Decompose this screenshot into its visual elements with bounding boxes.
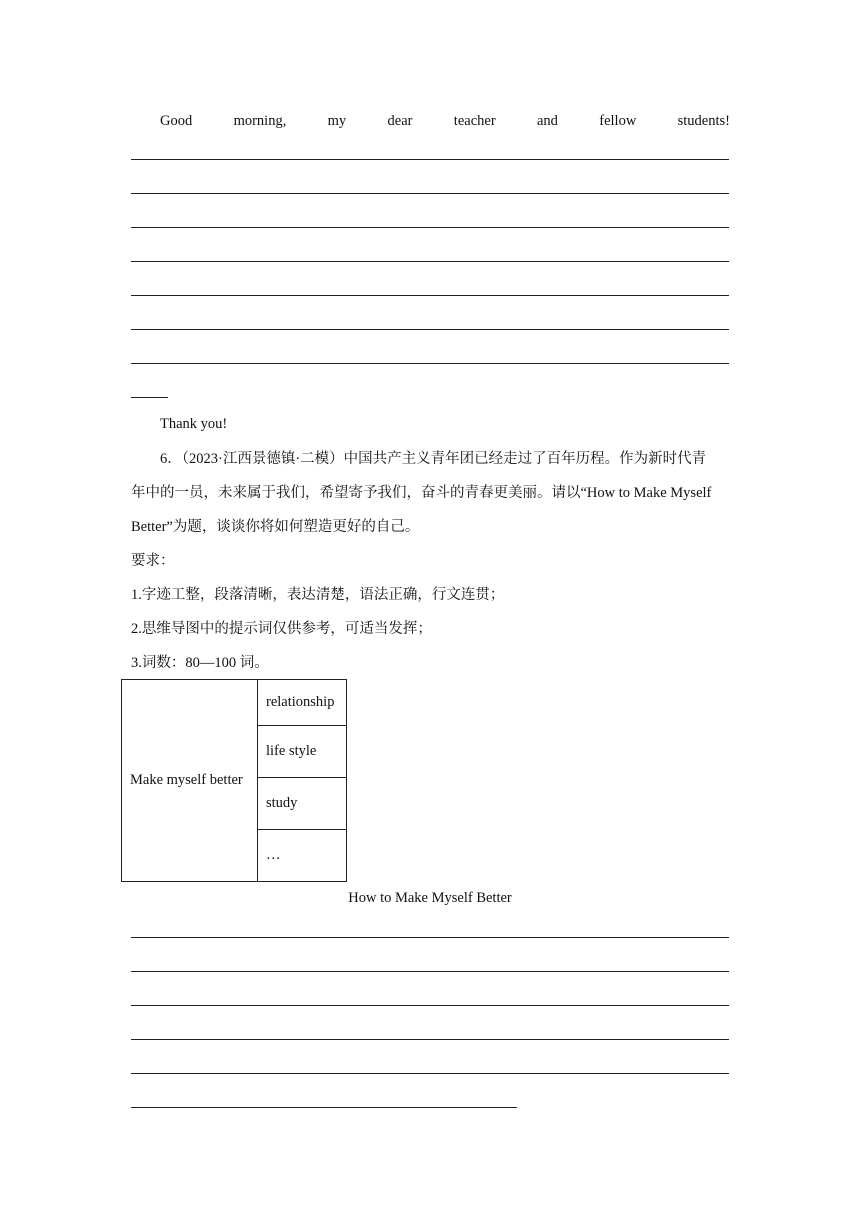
greeting-word: Good	[160, 113, 193, 129]
greeting-line	[160, 113, 730, 130]
mind-map-table	[121, 679, 347, 882]
greeting-word: my	[327, 113, 347, 129]
question-line: Better”为题，谈谈你将如何塑造更好的自己。	[131, 519, 420, 535]
writing-line[interactable]	[131, 261, 729, 262]
writing-line[interactable]	[131, 295, 729, 296]
greeting-word: morning,	[233, 113, 287, 129]
greeting-word: and	[536, 113, 558, 129]
writing-line[interactable]	[131, 363, 729, 364]
mind-map-branch: study	[258, 778, 347, 830]
greeting-word: students!	[677, 113, 730, 129]
mind-map-center: Make myself better	[122, 680, 258, 882]
greeting-word: teacher	[453, 113, 496, 129]
requirement-item: 2.思维导图中的提示词仅供参考，可适当发挥；	[131, 621, 432, 637]
writing-line[interactable]	[131, 937, 729, 938]
greeting-word: fellow	[599, 113, 637, 129]
mind-map-branch: …	[258, 830, 347, 882]
writing-line[interactable]	[131, 193, 729, 194]
writing-line[interactable]	[131, 1005, 729, 1006]
requirement-item: 3.词数：80—100 词。	[131, 655, 269, 671]
mind-map-branch: relationship	[258, 680, 347, 726]
writing-line[interactable]	[131, 227, 729, 228]
greeting-word: dear	[387, 113, 413, 129]
writing-line[interactable]	[131, 971, 729, 972]
closing-text: Thank you!	[160, 416, 228, 432]
essay-title: How to Make Myself Better	[348, 890, 512, 906]
requirement-item: 1.字迹工整，段落清晰，表达清楚，语法正确，行文连贯；	[131, 587, 505, 603]
writing-line[interactable]	[131, 1039, 729, 1040]
mind-map-branch: life style	[258, 726, 347, 778]
writing-line[interactable]	[131, 1073, 729, 1074]
writing-line[interactable]	[131, 159, 729, 160]
requirements-heading: 要求：	[131, 553, 175, 569]
writing-line-short[interactable]	[131, 397, 168, 398]
question-line: 年中的一员，未来属于我们，希望寄予我们，奋斗的青春更美丽。请以“How to Make Myself	[131, 485, 712, 501]
writing-line[interactable]	[131, 329, 729, 330]
question-line: 6．（2023·江西景德镇·二模）中国共产主义青年团已经走过了百年历程。作为新时代青	[160, 451, 707, 467]
writing-line-short[interactable]	[131, 1107, 517, 1108]
question-text	[131, 442, 731, 680]
